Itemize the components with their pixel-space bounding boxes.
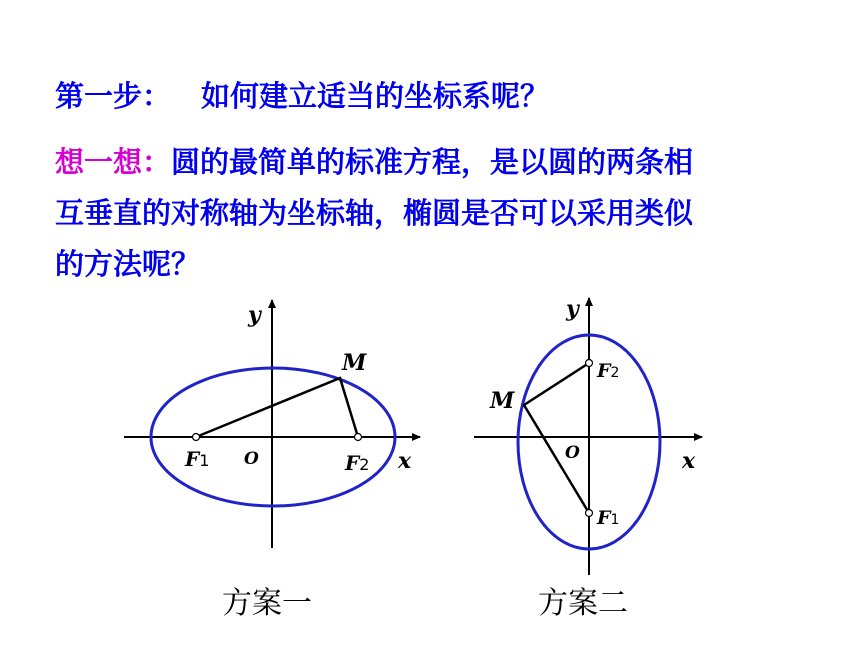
fig2-focus2-point [586,360,593,367]
fig2-m-label: M [490,388,515,414]
think-label: 想一想： [55,145,172,179]
think-text-line1: 圆的最简单的标准方程，是以圆的两条相 [171,145,694,179]
fig2-y-label: y [566,296,579,322]
fig1-triangle [196,378,358,437]
plan2-caption: 方案二 [538,586,628,621]
fig1-f2-label: F2 [345,451,370,475]
fig1-y-label: y [248,302,261,328]
fig1-m-label: M [342,350,367,376]
fig2-f2-label: F2 [597,360,620,382]
think-text-line2: 互垂直的对称轴为坐标轴，椭圆是否可以采用类似 [55,196,694,230]
figure-plan1 [124,300,420,548]
fig1-origin-label: O [244,449,259,469]
fig2-f1-label: F1 [597,507,620,529]
step-question: 如何建立适当的坐标系呢？ [201,79,550,113]
figure-plan2 [474,296,702,575]
fig1-focus1-point [193,434,200,441]
fig1-f1-label: F1 [185,447,210,471]
step-label: 第一步： [55,79,172,113]
fig1-x-label: x [398,448,412,474]
fig1-focus2-point [355,434,362,441]
think-text-line3: 的方法呢？ [55,247,201,281]
fig2-origin-label: O [565,443,580,463]
fig2-x-label: x [682,448,696,474]
plan1-caption: 方案一 [222,586,312,621]
fig2-focus1-point [586,510,593,517]
